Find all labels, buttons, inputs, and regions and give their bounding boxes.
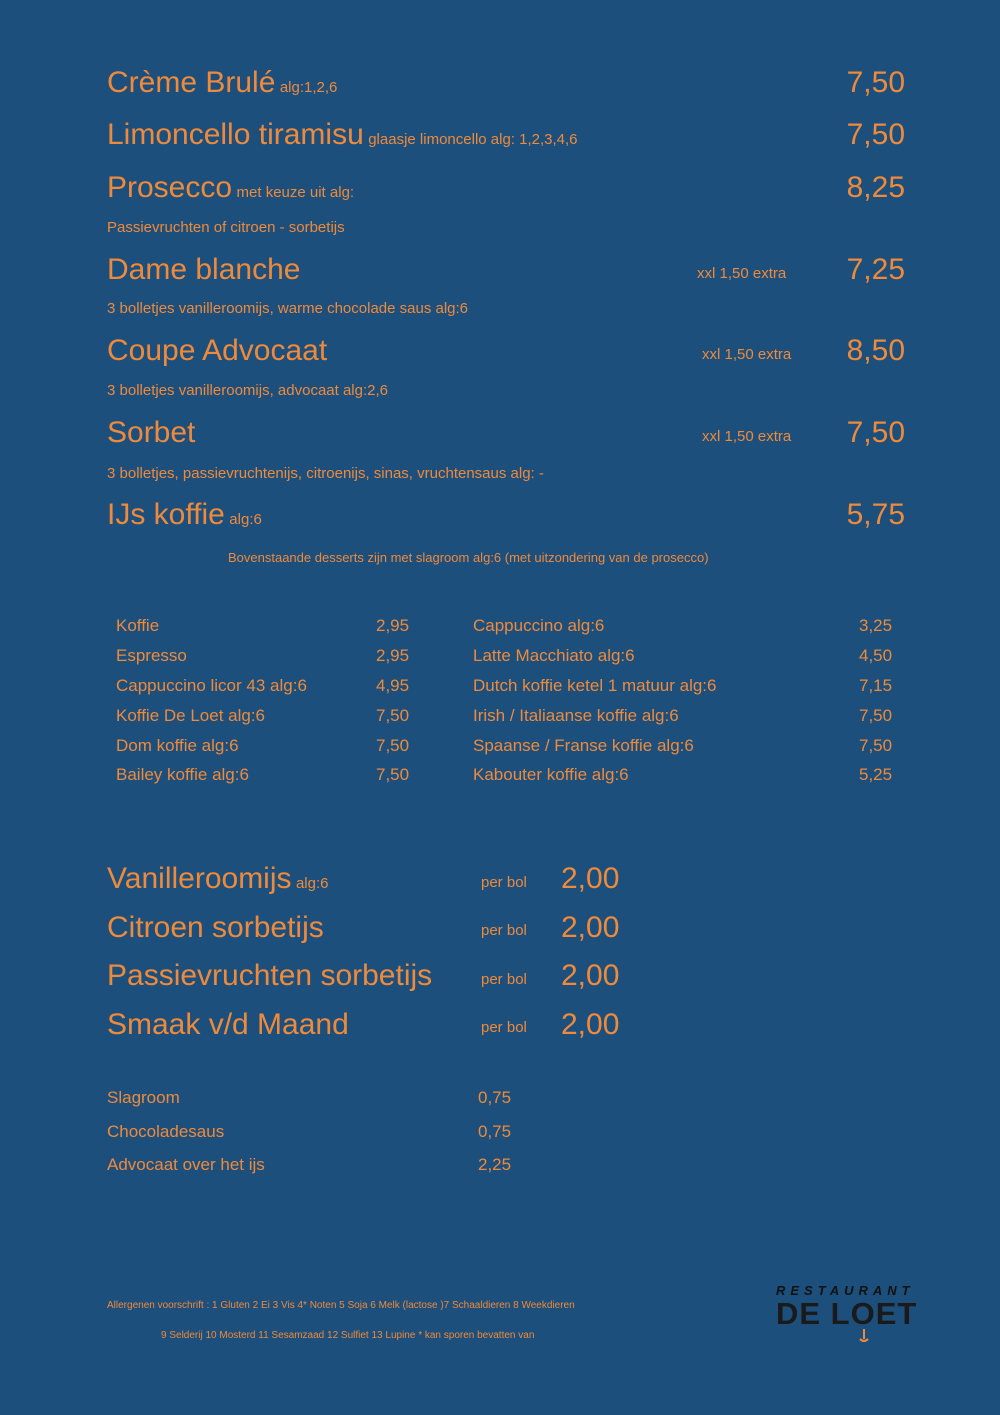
- logo-subtitle: RESTAURANT: [776, 1283, 915, 1298]
- dessert-price: 7,50: [846, 416, 905, 449]
- coffee-name: Koffie De Loet alg:6: [116, 706, 266, 725]
- allergens-line-1: Allergenen voorschrift : 1 Gluten 2 Ei 3 Vis 4* Noten 5 Soja 6 Melk (lactose )7 Schaaldieren 8 Weekdieren: [107, 1300, 575, 1311]
- dessert-title: Coupe Advocaat: [107, 334, 328, 367]
- coffee-name: Spaanse / Franse koffie alg:6: [473, 736, 694, 755]
- allergens-line-2: 9 Selderij 10 Mosterd 11 Sesamzaad 12 Sulfiet 13 Lupine * kan sporen bevatten van: [161, 1330, 535, 1341]
- coffee-name: Cappuccino licor 43 alg:6: [116, 676, 307, 695]
- coffee-price: 4,50: [859, 646, 893, 665]
- dessert-name: [107, 498, 262, 532]
- dessert-extra: xxl 1,50 extra: [697, 265, 787, 282]
- ice-title: Citroen sorbetijs: [107, 911, 324, 944]
- dessert-detail: alg:6: [229, 511, 262, 528]
- coffee-price: 4,95: [376, 676, 410, 695]
- coffee-name: Latte Macchiato alg:6: [473, 646, 635, 665]
- coffee-price: 7,50: [859, 736, 893, 755]
- dessert-name: [107, 118, 578, 152]
- dessert-note: Bovenstaande desserts zijn met slagroom alg:6 (met uitzondering van de prosecco): [228, 550, 709, 565]
- dessert-price: 5,75: [846, 498, 905, 531]
- dessert-subtext: Passievruchten of citroen - sorbetijs: [107, 219, 345, 236]
- coffee-name: Kabouter koffie alg:6: [473, 765, 629, 784]
- coffee-price: 7,15: [859, 676, 893, 695]
- extra-price: 0,75: [478, 1088, 512, 1107]
- fork-icon: [856, 1329, 872, 1343]
- extra-name: Chocoladesaus: [107, 1122, 225, 1141]
- ice-unit: per bol: [481, 971, 527, 988]
- dessert-title: Limoncello tiramisu: [107, 118, 364, 151]
- dessert-name: [107, 171, 354, 205]
- dessert-extra: xxl 1,50 extra: [702, 346, 792, 363]
- ice-price: 2,00: [561, 911, 620, 944]
- ice-price: 2,00: [561, 1008, 620, 1041]
- dessert-title: IJs koffie: [107, 498, 225, 531]
- dessert-subtext: 3 bolletjes vanilleroomijs, advocaat alg:2,6: [107, 382, 388, 399]
- logo-title: DE LOET: [776, 1296, 918, 1331]
- ice-detail: alg:6: [295, 875, 329, 892]
- ice-name: [107, 862, 329, 896]
- dessert-price: 7,50: [846, 118, 905, 151]
- extra-name: Slagroom: [107, 1088, 180, 1107]
- dessert-detail: alg:1,2,6: [279, 79, 338, 96]
- coffee-name: Koffie: [116, 616, 160, 635]
- ice-title: Vanilleroomijs: [107, 862, 292, 895]
- dessert-title: Dame blanche: [107, 253, 301, 286]
- coffee-price: 3,25: [859, 616, 893, 635]
- coffee-name: Espresso: [116, 646, 187, 665]
- coffee-price: 2,95: [376, 616, 410, 635]
- coffee-price: 7,50: [376, 765, 410, 784]
- dessert-price: 8,25: [846, 171, 905, 204]
- ice-price: 2,00: [561, 862, 620, 895]
- coffee-name: Cappuccino alg:6: [473, 616, 605, 635]
- extra-price: 0,75: [478, 1122, 512, 1141]
- dessert-detail: met keuze uit alg:: [236, 184, 355, 201]
- ice-title: Smaak v/d Maand: [107, 1008, 349, 1041]
- dessert-title: Sorbet: [107, 416, 196, 449]
- extra-price: 2,25: [478, 1155, 512, 1174]
- dessert-title: Prosecco: [107, 171, 233, 204]
- coffee-price: 5,25: [859, 765, 893, 784]
- dessert-price: 8,50: [846, 334, 905, 367]
- dessert-price: 7,50: [846, 66, 905, 99]
- coffee-price: 7,50: [859, 706, 893, 725]
- coffee-price: 7,50: [376, 736, 410, 755]
- ice-price: 2,00: [561, 959, 620, 992]
- dessert-detail: glaasje limoncello alg: 1,2,3,4,6: [368, 131, 578, 148]
- ice-unit: per bol: [481, 922, 527, 939]
- coffee-name: Dom koffie alg:6: [116, 736, 239, 755]
- dessert-price: 7,25: [846, 253, 905, 286]
- coffee-name: Bailey koffie alg:6: [116, 765, 249, 784]
- ice-title: Passievruchten sorbetijs: [107, 959, 433, 992]
- extra-name: Advocaat over het ijs: [107, 1155, 265, 1174]
- ice-unit: per bol: [481, 1019, 527, 1036]
- restaurant-logo: [776, 1283, 917, 1332]
- dessert-extra: xxl 1,50 extra: [702, 428, 792, 445]
- dessert-name: [107, 66, 337, 100]
- dessert-title: Crème Brulé: [107, 66, 276, 99]
- coffee-price: 7,50: [376, 706, 410, 725]
- ice-unit: per bol: [481, 874, 527, 891]
- coffee-price: 2,95: [376, 646, 410, 665]
- coffee-name: Irish / Italiaanse koffie alg:6: [473, 706, 679, 725]
- dessert-subtext: 3 bolletjes vanilleroomijs, warme chocolade saus alg:6: [107, 300, 469, 317]
- dessert-subtext: 3 bolletjes, passievruchtenijs, citroenijs, sinas, vruchtensaus alg: -: [107, 465, 544, 482]
- coffee-name: Dutch koffie ketel 1 matuur alg:6: [473, 676, 717, 695]
